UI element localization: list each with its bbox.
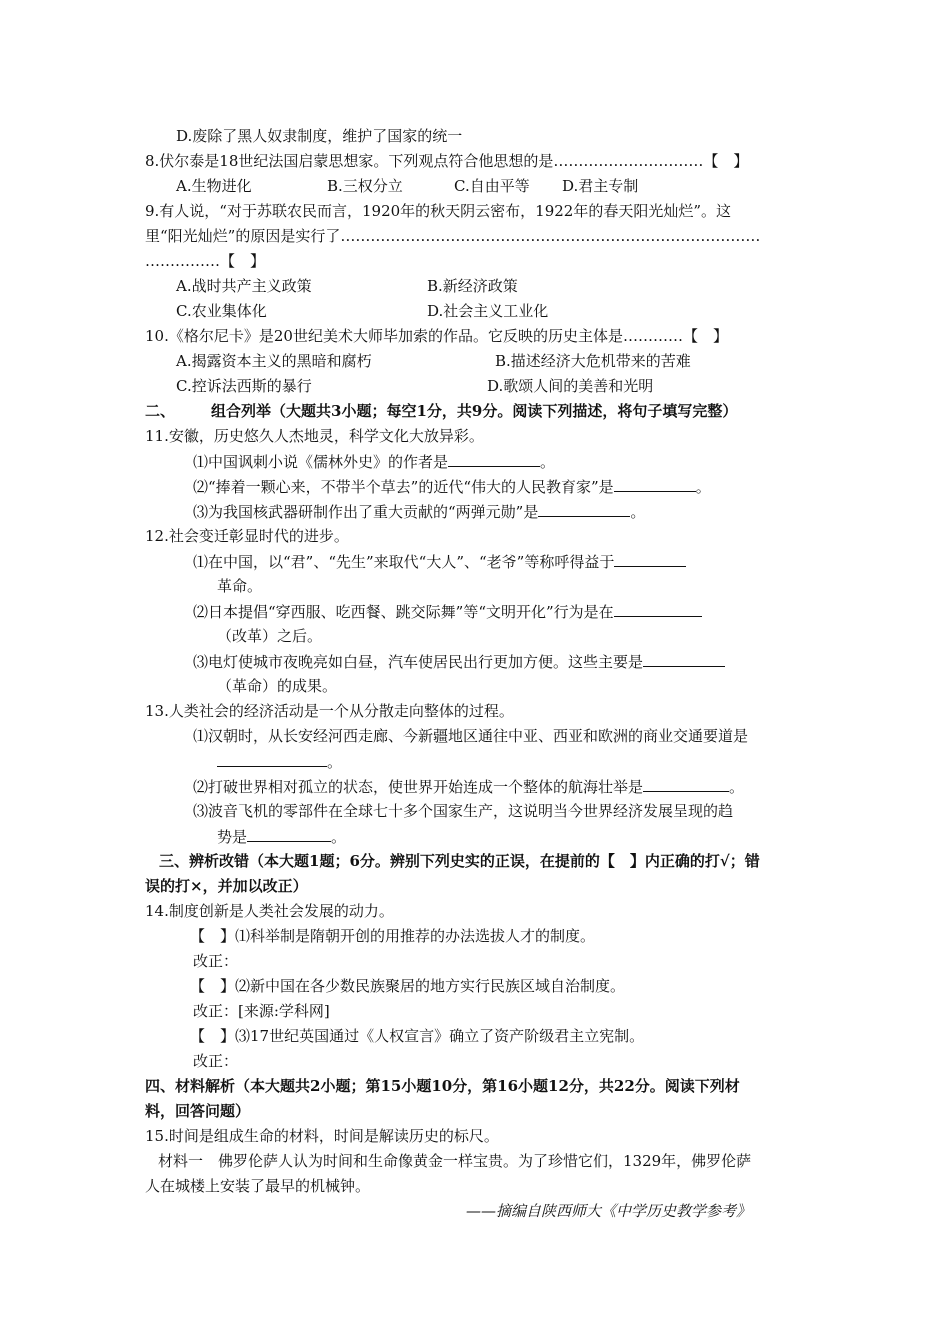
q14-item1: 【 】⑴科举制是隋朝开创的用推荐的办法选拔人才的制度。 (190, 927, 596, 945)
section2-title: 组合列举（大题共3小题；每空1分，共9分。阅读下列描述，将句子填写完整） (211, 402, 738, 420)
q12-item2: ⑵日本提倡“穿西服、吃西餐、跳交际舞”等“文明开化”行为是在 (193, 601, 702, 622)
q13-item1-cont: 。 (217, 751, 342, 772)
q14-item2: 【 】⑵新中国在各少数民族聚居的地方实行民族区域自治制度。 (190, 977, 626, 995)
section4-title-line1: 四、材料解析（本大题共2小题；第15小题10分，第16小题12分，共22分。阅读下列材 (145, 1077, 740, 1095)
q15-material1-line2: 人在城楼上安装了最早的机械钟。 (145, 1177, 371, 1195)
q14-correction2: 改正：[来源:学科网] (193, 1002, 330, 1020)
q15-material1-line1: 材料一 佛罗伦萨人认为时间和生命像黄金一样宝贵。为了珍惜它们，1329年，佛罗伦萨 (158, 1152, 752, 1170)
q9-option-a: A.战时共产主义政策 (176, 277, 312, 295)
q13-stem: 13.人类社会的经济活动是一个从分散走向整体的过程。 (145, 702, 514, 720)
q11-stem: 11.安徽，历史悠久人杰地灵，科学文化大放异彩。 (145, 427, 484, 445)
answer-blank[interactable] (217, 751, 327, 767)
q9-option-d: D.社会主义工业化 (427, 302, 549, 320)
q9-stem-line3: ……………【 】 (145, 252, 266, 270)
q11-item1: ⑴中国讽刺小说《儒林外史》的作者是 。 (193, 453, 556, 471)
answer-blank[interactable] (614, 476, 696, 492)
q10-option-d: D.歌颂人间的美善和光明 (487, 377, 654, 395)
q15-stem: 15.时间是组成生命的材料，时间是解读历史的标尺。 (145, 1127, 499, 1145)
q12-stem: 12.社会变迁彰显时代的进步。 (145, 527, 349, 545)
section3-title-line1: 三、辨析改错（本大题1题；6分。辨别下列史实的正误，在提前的【 】内正确的打√；错 (159, 852, 760, 870)
q12-item1-cont: 革命。 (217, 577, 263, 595)
q8-option-a: A.生物进化 (176, 177, 252, 195)
answer-blank[interactable] (247, 826, 331, 842)
answer-blank[interactable] (538, 501, 630, 517)
q9-option-b: B.新经济政策 (427, 277, 518, 295)
answer-blank[interactable] (643, 651, 725, 667)
q14-correction1: 改正： (193, 952, 239, 970)
q14-correction3: 改正： (193, 1052, 239, 1070)
q8-option-c: C.自由平等 (454, 177, 530, 195)
section4-title-line2: 料，回答问题） (145, 1102, 251, 1120)
q13-item3-cont: 势是 。 (217, 828, 347, 846)
answer-blank[interactable] (614, 601, 702, 617)
q13-item1: ⑴汉朝时，从长安经河西走廊、今新疆地区通往中亚、西亚和欧洲的商业交通要道是 (193, 727, 749, 745)
q10-option-c: C.控诉法西斯的暴行 (176, 377, 312, 395)
answer-blank[interactable] (614, 551, 686, 567)
q14-stem: 14.制度创新是人类社会发展的动力。 (145, 902, 394, 920)
q10-stem: 10.《格尔尼卡》是20世纪美术大师毕加索的作品。它反映的历史主体是…………【 】 (145, 327, 728, 345)
q10-option-b: B.描述经济大危机带来的苦难 (495, 352, 691, 370)
answer-blank[interactable] (643, 776, 729, 792)
q8-option-b: B.三权分立 (327, 177, 403, 195)
q12-item3: ⑶电灯使城市夜晚亮如白昼，汽车使居民出行更加方便。这些主要是 (193, 651, 725, 672)
q7-option-d: D.废除了黑人奴隶制度，维护了国家的统一 (176, 127, 463, 145)
q15-material1-source: ——摘编自陕西师大《中学历史教学参考》 (466, 1202, 752, 1220)
q12-item2-cont: （改革）之后。 (217, 627, 323, 645)
q11-item3: ⑶为我国核武器研制作出了重大贡献的“两弹元勋”是 。 (193, 503, 646, 521)
section2-number: 二、 (145, 402, 176, 420)
q14-item3: 【 】⑶17世纪英国通过《人权宣言》确立了资产阶级君主立宪制。 (190, 1027, 645, 1045)
q11-item2: ⑵“捧着一颗心来，不带半个草去”的近代“伟大的人民教育家”是 。 (193, 478, 711, 496)
q8-stem: 8.伏尔泰是18世纪法国启蒙思想家。下列观点符合他思想的是…………………………【 】 (145, 152, 749, 170)
q9-stem-line1: 9.有人说，“对于苏联农民而言，1920年的秋天阴云密布，1922年的春天阳光灿烂”。这 (145, 202, 731, 220)
q12-item3-cont: （革命）的成果。 (217, 677, 338, 695)
q10-option-a: A.揭露资本主义的黑暗和腐朽 (176, 352, 372, 370)
q13-item2: ⑵打破世界相对孤立的状态，使世界开始连成一个整体的航海壮举是 。 (193, 778, 745, 796)
q9-stem-line2: 里“阳光灿烂”的原因是实行了………………………………………………………………………… (145, 227, 761, 245)
q9-option-c: C.农业集体化 (176, 302, 267, 320)
answer-blank[interactable] (448, 451, 540, 467)
q13-item3: ⑶波音飞机的零部件在全球七十多个国家生产，这说明当今世界经济发展呈现的趋 (193, 802, 734, 820)
q8-option-d: D.君主专制 (562, 177, 639, 195)
section3-title-line2: 误的打×，并加以改正） (145, 877, 308, 895)
q12-item1: ⑴在中国，以“君”、“先生”来取代“大人”、“老爷”等称呼得益于 (193, 551, 686, 572)
